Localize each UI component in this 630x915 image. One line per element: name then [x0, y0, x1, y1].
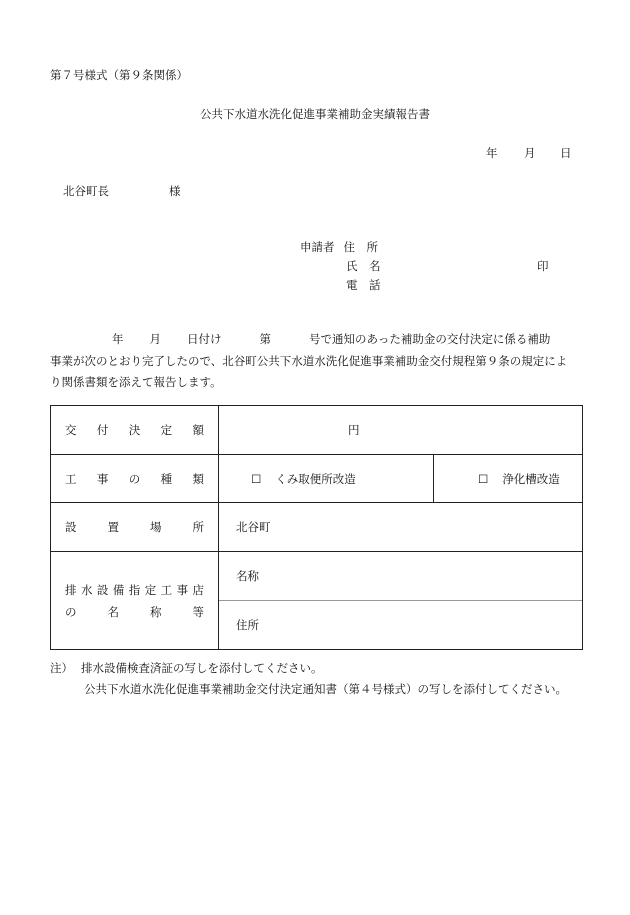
- grant-amount-value[interactable]: [219, 406, 583, 455]
- label-char: 称: [150, 604, 162, 619]
- town-name: 北谷町: [236, 520, 271, 534]
- address-label: 住 所: [343, 240, 378, 254]
- spaced-label: [51, 422, 218, 438]
- note-2-text: 公共下水道水洗化促進事業補助金交付決定通知書（第４号様式）の写しを添付してください。: [84, 682, 567, 696]
- label-char: 事: [176, 582, 189, 597]
- notes: [50, 658, 567, 700]
- label-char: 名: [107, 604, 119, 619]
- label-char: の: [128, 471, 141, 486]
- contractor-name-label: 名称: [236, 569, 259, 583]
- addressee: [63, 183, 181, 199]
- addressee-name: 北谷町長: [63, 184, 109, 198]
- applicant-name-row: [346, 258, 381, 274]
- table-row: [51, 503, 583, 552]
- installation-place-value[interactable]: [219, 503, 583, 552]
- checkbox-icon[interactable]: ☐: [251, 471, 262, 486]
- body-line-1: [50, 329, 590, 351]
- addressee-honorific: 様: [169, 184, 181, 198]
- contractor-value: [219, 552, 583, 650]
- spaced-label: [51, 471, 218, 487]
- table-row: [51, 406, 583, 455]
- date-month-label: 月: [524, 146, 536, 160]
- work-type-label: [51, 455, 219, 503]
- label-char: 水: [80, 582, 93, 597]
- note-1-text: 排水設備検査済証の写しを添付してください。: [81, 661, 323, 675]
- body-line-3: り関係書類を添えて報告します。: [50, 375, 222, 389]
- label-char: 額: [192, 423, 204, 437]
- date-line: [486, 145, 572, 161]
- note-2: [50, 679, 567, 700]
- label-char: 排: [65, 582, 77, 597]
- contractor-label: [51, 552, 219, 650]
- label-char: 置: [107, 520, 119, 534]
- name-label: 氏 名: [346, 259, 381, 273]
- label-char: 交: [65, 423, 77, 437]
- note-prefix: 注）: [50, 661, 73, 675]
- label-char: 決: [128, 423, 141, 437]
- label-char: 指: [128, 582, 141, 597]
- report-table: [50, 405, 583, 650]
- checkbox-icon[interactable]: ☐: [478, 471, 489, 486]
- label-char: 定: [160, 423, 173, 437]
- table-row: [51, 455, 583, 503]
- label-char: 定: [144, 582, 157, 597]
- contractor-address-label: 住所: [236, 618, 259, 632]
- label-char: 種: [160, 471, 173, 486]
- option-pit-toilet[interactable]: [219, 455, 434, 503]
- date-day-label: 日: [560, 146, 572, 160]
- label-char: 類: [192, 471, 204, 486]
- option-pit-toilet-label: くみ取便所改造: [275, 471, 356, 486]
- label-char: 設: [65, 520, 77, 534]
- contractor-address-field[interactable]: [219, 601, 582, 649]
- contractor-name-field[interactable]: [219, 552, 582, 601]
- phone-label: 電 話: [346, 278, 381, 292]
- form-number: 第７号様式（第９条関係）: [50, 68, 188, 82]
- label-char: 等: [192, 604, 204, 619]
- seal-mark: 印: [537, 259, 549, 273]
- contractor-label-line-2: [65, 604, 204, 620]
- applicant-address-row: [300, 239, 378, 255]
- label-char: の: [65, 604, 77, 619]
- body-number-prefix: 第: [259, 332, 271, 346]
- note-1: [50, 658, 567, 679]
- label-char: 店: [192, 582, 204, 597]
- body-year: 年: [112, 332, 124, 346]
- applicant-phone-row: [346, 277, 381, 293]
- yen-unit: 円: [348, 423, 360, 437]
- label-char: 工: [65, 471, 77, 486]
- spaced-label: [51, 519, 218, 535]
- report-body: [50, 329, 590, 394]
- body-month: 月: [149, 332, 161, 346]
- contractor-label-line-1: [65, 582, 204, 598]
- applicant-label: 申請者: [300, 240, 335, 254]
- option-septic-tank-label: 浄化槽改造: [502, 471, 560, 486]
- installation-place-label: [51, 503, 219, 552]
- body-dated: 日付け: [187, 332, 222, 346]
- body-line-2: 事業が次のとおり完了したので、北谷町公共下水道水洗化促進事業補助金交付規程第９条の規定によ: [50, 353, 568, 368]
- label-char: 工: [160, 582, 173, 597]
- label-char: 備: [112, 582, 125, 597]
- label-char: 所: [192, 520, 204, 534]
- body-line-1-rest: 号で通知のあった補助金の交付決定に係る補助: [309, 332, 551, 346]
- table-row: [51, 552, 583, 650]
- grant-amount-label: [51, 406, 219, 455]
- label-char: 付: [96, 423, 109, 437]
- option-septic-tank[interactable]: [434, 455, 583, 503]
- label-char: 場: [150, 520, 162, 534]
- label-char: 設: [96, 582, 109, 597]
- document-title: 公共下水道水洗化促進事業補助金実績報告書: [200, 107, 430, 121]
- label-char: 事: [96, 471, 109, 486]
- date-year-label: 年: [486, 146, 498, 160]
